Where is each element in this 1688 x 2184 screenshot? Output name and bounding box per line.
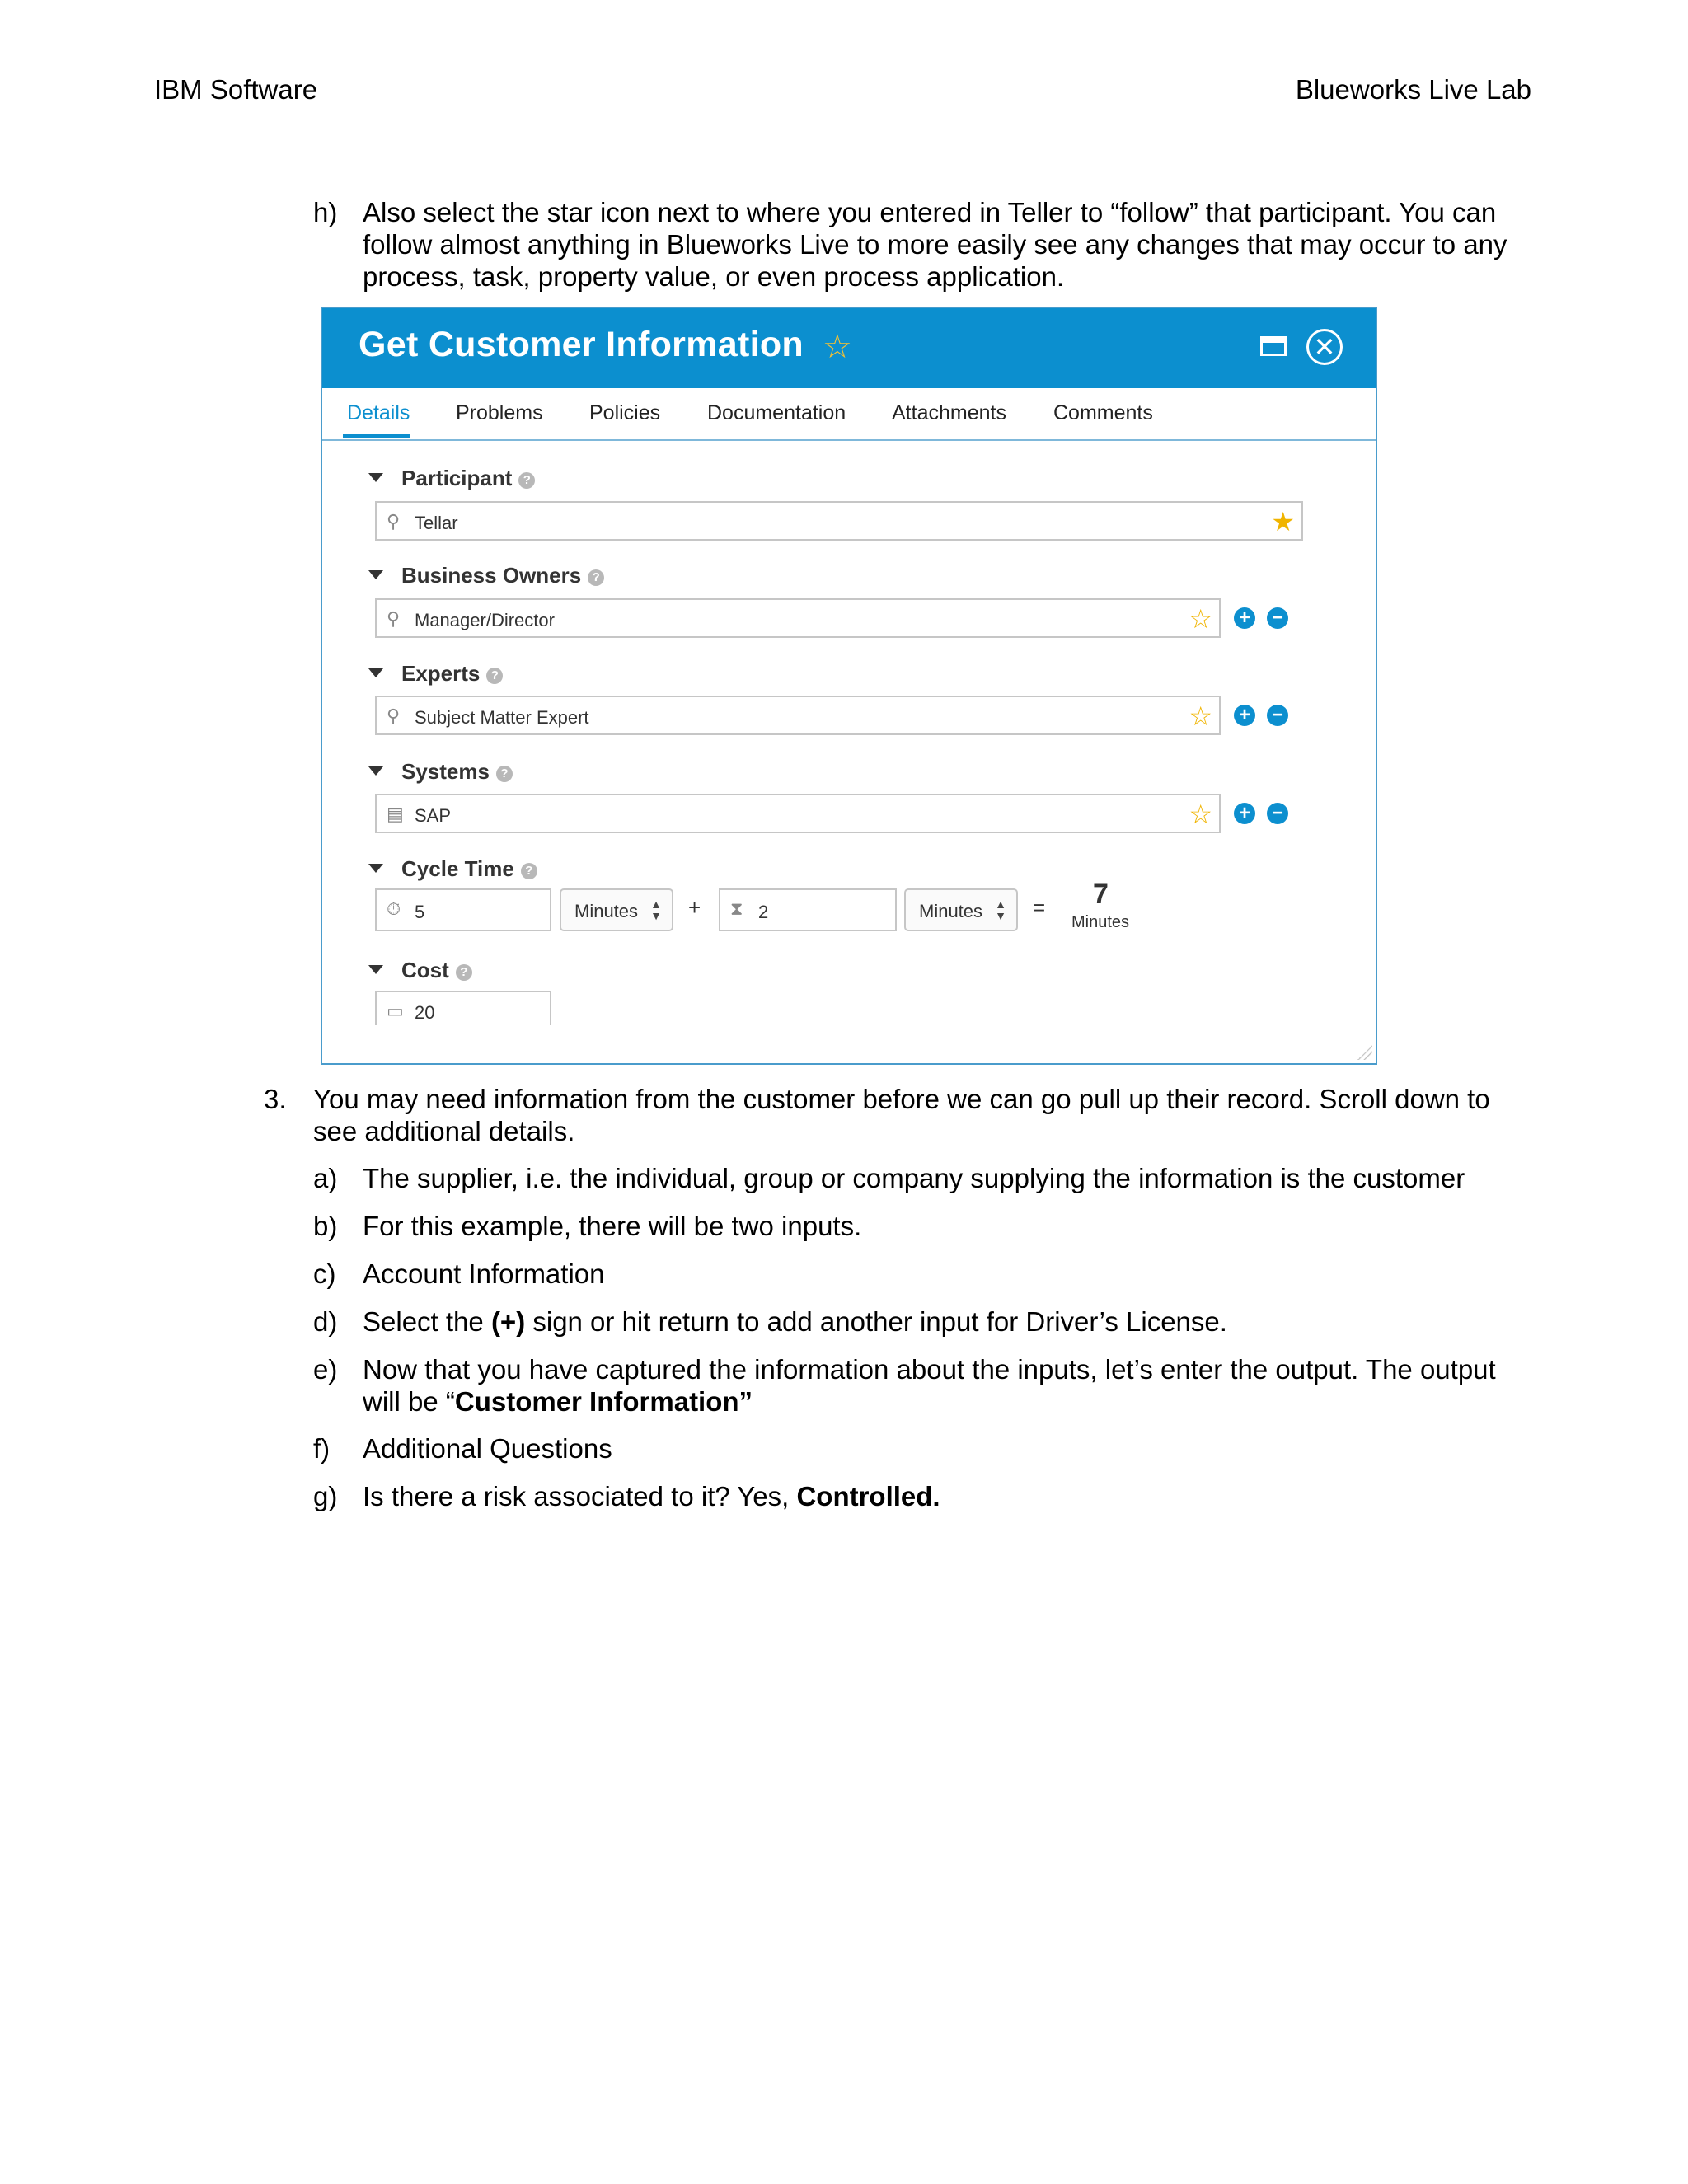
task-details-panel [321,307,1377,1065]
step-e-text [363,1353,1496,1418]
person-icon: ⚲ [387,705,401,726]
resize-handle[interactable] [1357,1045,1372,1060]
cost-label [401,958,472,983]
step-h-line-1: Also select the star icon next to where you entered in Teller to “follow” that participant. You can [363,197,1497,227]
step-e-marker: e) [313,1354,338,1385]
wait-time-input[interactable] [719,888,897,931]
work-time-value: 5 [415,902,425,922]
cost-input[interactable] [375,991,551,1025]
follow-star-icon[interactable]: ☆ [823,329,852,365]
follow-expert-star-icon[interactable]: ☆ [1189,701,1212,731]
step-c-marker: c) [313,1258,336,1289]
participant-value: Tellar [415,513,458,533]
remove-system-button[interactable]: − [1267,803,1288,824]
help-icon[interactable]: ? [588,569,604,586]
help-icon[interactable]: ? [496,766,513,782]
experts-value: Subject Matter Expert [415,707,589,728]
step-f-marker: f) [313,1433,331,1464]
plus-operator: + [688,895,701,920]
experts-label [401,661,503,687]
step-b-marker: b) [313,1211,338,1241]
follow-participant-star-icon[interactable]: ★ [1271,507,1295,537]
work-unit-select[interactable] [560,888,673,931]
cost-label-text: Cost [401,958,449,982]
header-right: Blueworks Live Lab [1295,74,1531,105]
step-f-text: Additional Questions [363,1433,612,1464]
wait-unit-select[interactable] [904,888,1018,931]
step-d-pre: Select the [363,1306,491,1337]
add-system-button[interactable]: + [1234,803,1255,824]
step-3-text [313,1083,1490,1147]
work-unit-value: Minutes [574,901,639,921]
collapse-experts-icon[interactable] [368,668,383,677]
step-d-bold: (+) [490,1306,526,1337]
collapse-cycle-time-icon[interactable] [368,864,383,873]
owners-input[interactable] [375,598,1221,638]
system-window-icon: ▤ [387,804,404,824]
step-d-text [363,1305,1227,1338]
tab-details[interactable]: Details [347,401,410,424]
step-e-line-2 [363,1385,1496,1418]
tab-attachments[interactable]: Attachments [892,401,1006,424]
follow-system-star-icon[interactable]: ☆ [1189,799,1212,829]
help-icon[interactable]: ? [486,668,503,684]
systems-label [401,759,513,785]
participant-input[interactable] [375,501,1303,541]
panel-tabs [322,388,1376,441]
participant-label [401,466,535,491]
select-arrows-icon: ▲ ▼ [650,898,662,922]
add-expert-button[interactable]: + [1234,705,1255,726]
step-a-text: The supplier, i.e. the individual, group or company supplying the information is the customer [363,1163,1465,1193]
step-c-text: Account Information [363,1258,605,1289]
step-a-marker: a) [313,1163,338,1193]
systems-value: SAP [415,805,452,826]
follow-owner-star-icon[interactable]: ☆ [1189,604,1212,634]
step-h-text [363,196,1507,293]
step-e-line-1: Now that you have captured the information about the inputs, let’s enter the output. The output [363,1354,1496,1385]
person-icon: ⚲ [387,511,401,532]
active-tab-indicator [343,434,410,438]
experts-label-text: Experts [401,661,481,686]
step-3-line-2: see additional details. [313,1116,575,1146]
step-g-pre: Is there a risk associated to it? Yes, [363,1481,797,1511]
remove-expert-button[interactable]: − [1267,705,1288,726]
cycle-time-label [401,856,537,882]
header-left: IBM Software [154,74,318,105]
popout-window-icon[interactable] [1260,336,1287,356]
systems-label-text: Systems [401,759,490,784]
step-3-marker: 3. [264,1084,287,1114]
cycle-time-label-text: Cycle Time [401,856,514,881]
add-owner-button[interactable]: + [1234,607,1255,629]
remove-owner-button[interactable]: − [1267,607,1288,629]
credit-card-icon: ▭ [387,1001,404,1021]
collapse-systems-icon[interactable] [368,766,383,776]
step-d-marker: d) [313,1306,338,1337]
owners-label-text: Business Owners [401,563,582,588]
help-icon[interactable]: ? [521,863,537,879]
step-3-line-1: You may need information from the customer before we can go pull up their record. Scroll down to [313,1084,1490,1114]
stopwatch-icon: ⏱ [387,898,401,919]
panel-title: Get Customer Information [359,325,804,364]
person-icon: ⚲ [387,608,401,629]
step-b-text: For this example, there will be two inputs. [363,1211,862,1241]
experts-input[interactable] [375,696,1221,735]
step-d-post: sign or hit return to add another input for Driver’s License. [525,1306,1227,1337]
step-h-marker: h) [313,197,338,227]
step-g-bold: Controlled. [796,1481,940,1511]
step-h-line-2: follow almost anything in Blueworks Live to more easily see any changes that may occur to any [363,229,1507,260]
help-icon[interactable]: ? [456,964,472,981]
select-arrows-icon: ▲ ▼ [995,898,1006,922]
total-cycle-time: 7 [1093,879,1109,910]
step-h-line-3: process, task, property value, or even process application. [363,261,1065,292]
total-cycle-time-unit: Minutes [1071,913,1130,931]
collapse-owners-icon[interactable] [368,570,383,579]
wait-unit-value: Minutes [919,901,983,921]
tab-documentation[interactable]: Documentation [707,401,846,424]
equals-operator: = [1033,895,1046,920]
participant-label-text: Participant [401,466,513,490]
wait-time-value: 2 [758,902,769,922]
work-time-input[interactable] [375,888,551,931]
systems-input[interactable] [375,794,1221,833]
tab-policies[interactable]: Policies [589,401,661,424]
panel-title-bar [322,308,1376,388]
hourglass-icon: ⧗ [730,898,743,919]
tab-comments[interactable]: Comments [1053,401,1153,424]
tab-problems[interactable]: Problems [456,401,543,424]
owners-label [401,563,604,588]
collapse-participant-icon[interactable] [368,473,383,482]
step-g-text [363,1480,940,1512]
step-e-line-2-pre: will be “ [363,1386,455,1417]
collapse-cost-icon[interactable] [368,965,383,974]
step-g-marker: g) [313,1481,338,1511]
step-e-line-2-bold: Customer Information” [454,1386,753,1417]
close-icon[interactable]: ✕ [1306,329,1343,365]
help-icon[interactable]: ? [518,472,535,489]
cost-value: 20 [415,1002,435,1023]
owners-value: Manager/Director [415,610,555,630]
